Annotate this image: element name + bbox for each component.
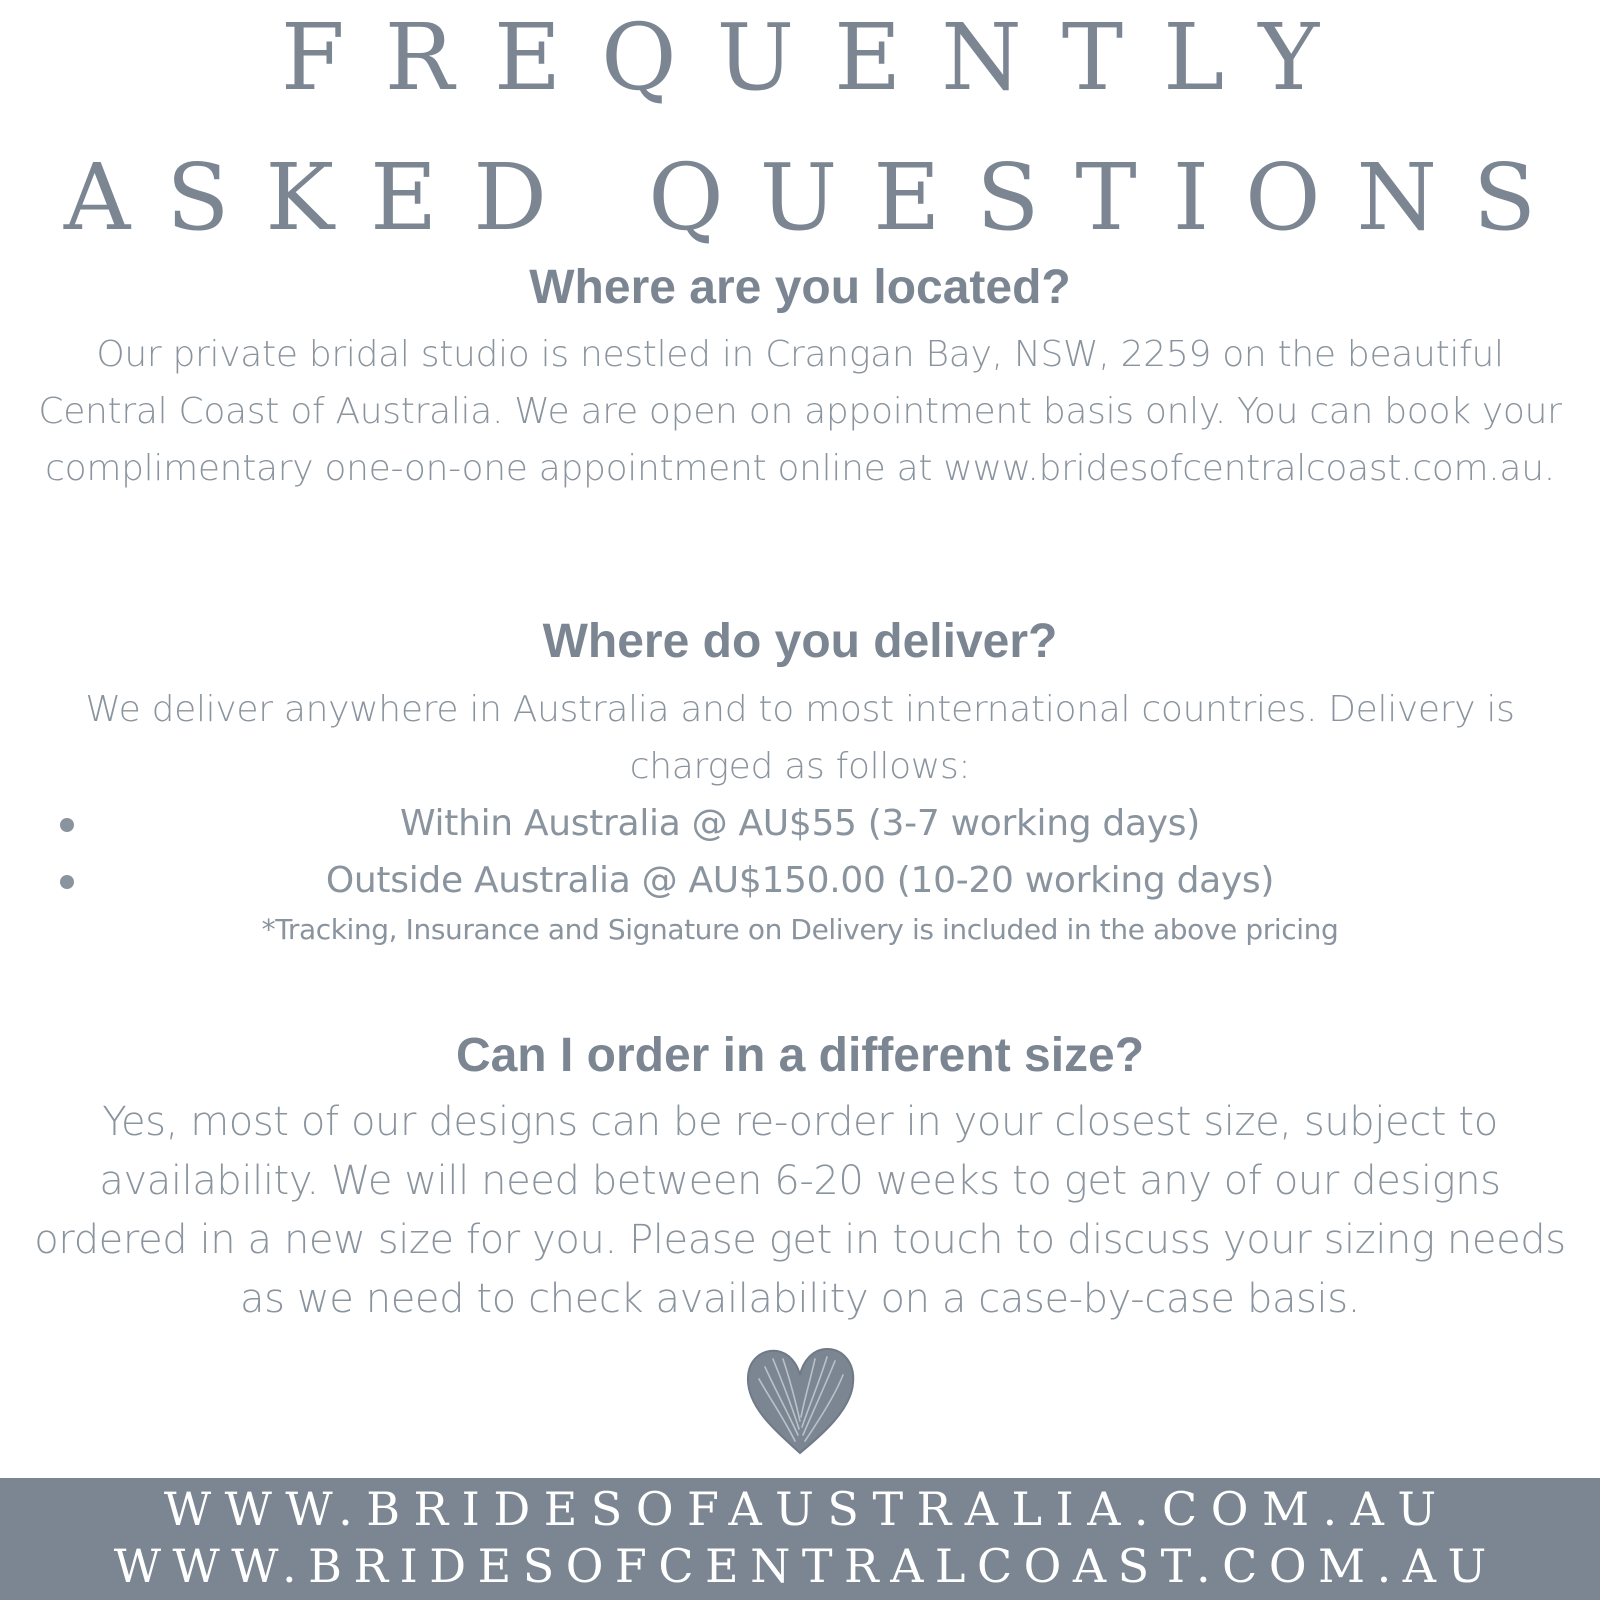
- page-title-line-2: ASKED QUESTIONS: [63, 144, 1573, 251]
- page-title-line-1: FREQUENTLY: [280, 4, 1360, 111]
- list-item: [0, 852, 1600, 909]
- bullet-icon: [60, 818, 74, 832]
- bullet-icon: [60, 875, 74, 889]
- delivery-list: [0, 795, 1600, 909]
- footer-link-brides-of-central-coast[interactable]: WWW.BRIDESOFCENTRALCOAST.COM.AU: [113, 1539, 1498, 1593]
- heart-icon: [743, 1345, 857, 1457]
- footer-link-brides-of-australia[interactable]: WWW.BRIDESOFAUSTRALIA.COM.AU: [163, 1482, 1450, 1536]
- delivery-item-international: Outside Australia @ AU$150.00 (10-20 working days): [325, 860, 1275, 901]
- answer-delivery: We deliver anywhere in Australia and to most international countries. Delivery is charged as follows:: [85, 689, 1515, 787]
- delivery-note: *Tracking, Insurance and Signature on Delivery is included in the above pricing: [261, 913, 1339, 946]
- footer-bar: [0, 1478, 1600, 1600]
- delivery-item-domestic: Within Australia @ AU$55 (3-7 working days): [400, 803, 1200, 844]
- answer-location: Our private bridal studio is nestled in Crangan Bay, NSW, 2259 on the beautiful Central Coast of Australia. We are open on appointment basis only. You can book your complimentary one-on-one appointment online at www.bridesofcentralcoast.com.au.: [38, 334, 1562, 489]
- answer-sizing: Yes, most of our designs can be re-order in your closest size, subject to availability. We will need between 6-20 weeks to get any of our designs ordered in a new size for you. Please get in touch to discuss your sizing needs as we need to check availability on a case-by-case basis.: [34, 1099, 1566, 1322]
- question-location: Where are you located?: [529, 261, 1071, 314]
- list-item: [0, 795, 1600, 852]
- question-delivery: Where do you deliver?: [542, 615, 1058, 668]
- question-sizing: Can I order in a different size?: [455, 1029, 1145, 1082]
